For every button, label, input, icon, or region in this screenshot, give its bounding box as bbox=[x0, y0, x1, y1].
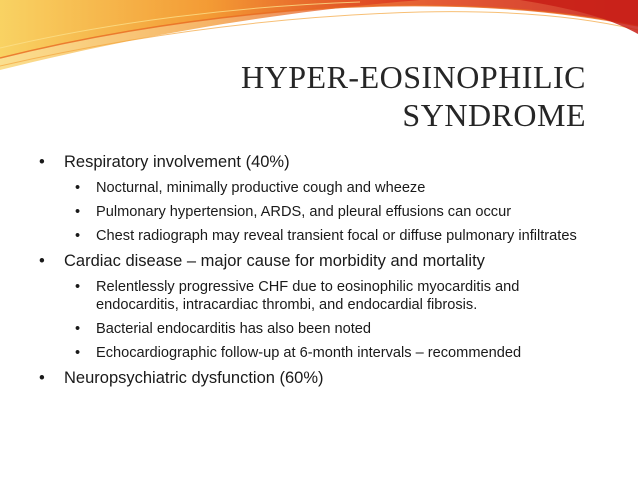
bullet-text: Cardiac disease – major cause for morbidity and mortality bbox=[64, 252, 485, 270]
sub-bullet-text: Pulmonary hypertension, ARDS, and pleural effusions can occur bbox=[96, 204, 512, 220]
sub-bullet bbox=[39, 179, 599, 197]
bullet-glyph: • bbox=[75, 345, 81, 361]
slide-body bbox=[39, 152, 599, 395]
sub-bullet bbox=[39, 227, 599, 245]
bullet-glyph: • bbox=[75, 180, 81, 196]
bullet-text: Respiratory involvement (40%) bbox=[64, 153, 290, 171]
sub-bullet-text: Echocardiographic follow-up at 6-month intervals – recommended bbox=[96, 345, 522, 361]
bullet-text: Neuropsychiatric dysfunction (60%) bbox=[64, 369, 324, 387]
sub-bullet bbox=[39, 344, 599, 362]
bullet-cardiac bbox=[39, 251, 599, 362]
sub-bullet-text: Bacterial endocarditis has also been noted bbox=[96, 321, 372, 337]
slide-title bbox=[241, 58, 586, 134]
title-line-1: HYPER-EOSINOPHILIC bbox=[241, 59, 586, 95]
sub-bullet bbox=[39, 278, 599, 314]
bullet-neuropsychiatric bbox=[39, 368, 599, 389]
sub-bullet-text: Relentlessly progressive CHF due to eosinophilic myocarditis and endocarditis, intracardiac thrombi, and endocardial fibrosis. bbox=[96, 279, 520, 313]
bullet-glyph: • bbox=[39, 369, 45, 387]
sub-bullet bbox=[39, 320, 599, 338]
bullet-glyph: • bbox=[39, 252, 45, 270]
sub-bullet bbox=[39, 203, 599, 221]
bullet-glyph: • bbox=[75, 228, 81, 244]
bullet-respiratory bbox=[39, 152, 599, 245]
sub-bullet-text: Chest radiograph may reveal transient focal or diffuse pulmonary infiltrates bbox=[96, 228, 577, 244]
bullet-glyph: • bbox=[39, 153, 45, 171]
sub-bullet-text: Nocturnal, minimally productive cough and wheeze bbox=[96, 180, 426, 196]
bullet-glyph: • bbox=[75, 321, 81, 337]
bullet-glyph: • bbox=[75, 204, 81, 220]
title-line-2: SYNDROME bbox=[402, 97, 586, 133]
bullet-glyph: • bbox=[75, 279, 81, 295]
